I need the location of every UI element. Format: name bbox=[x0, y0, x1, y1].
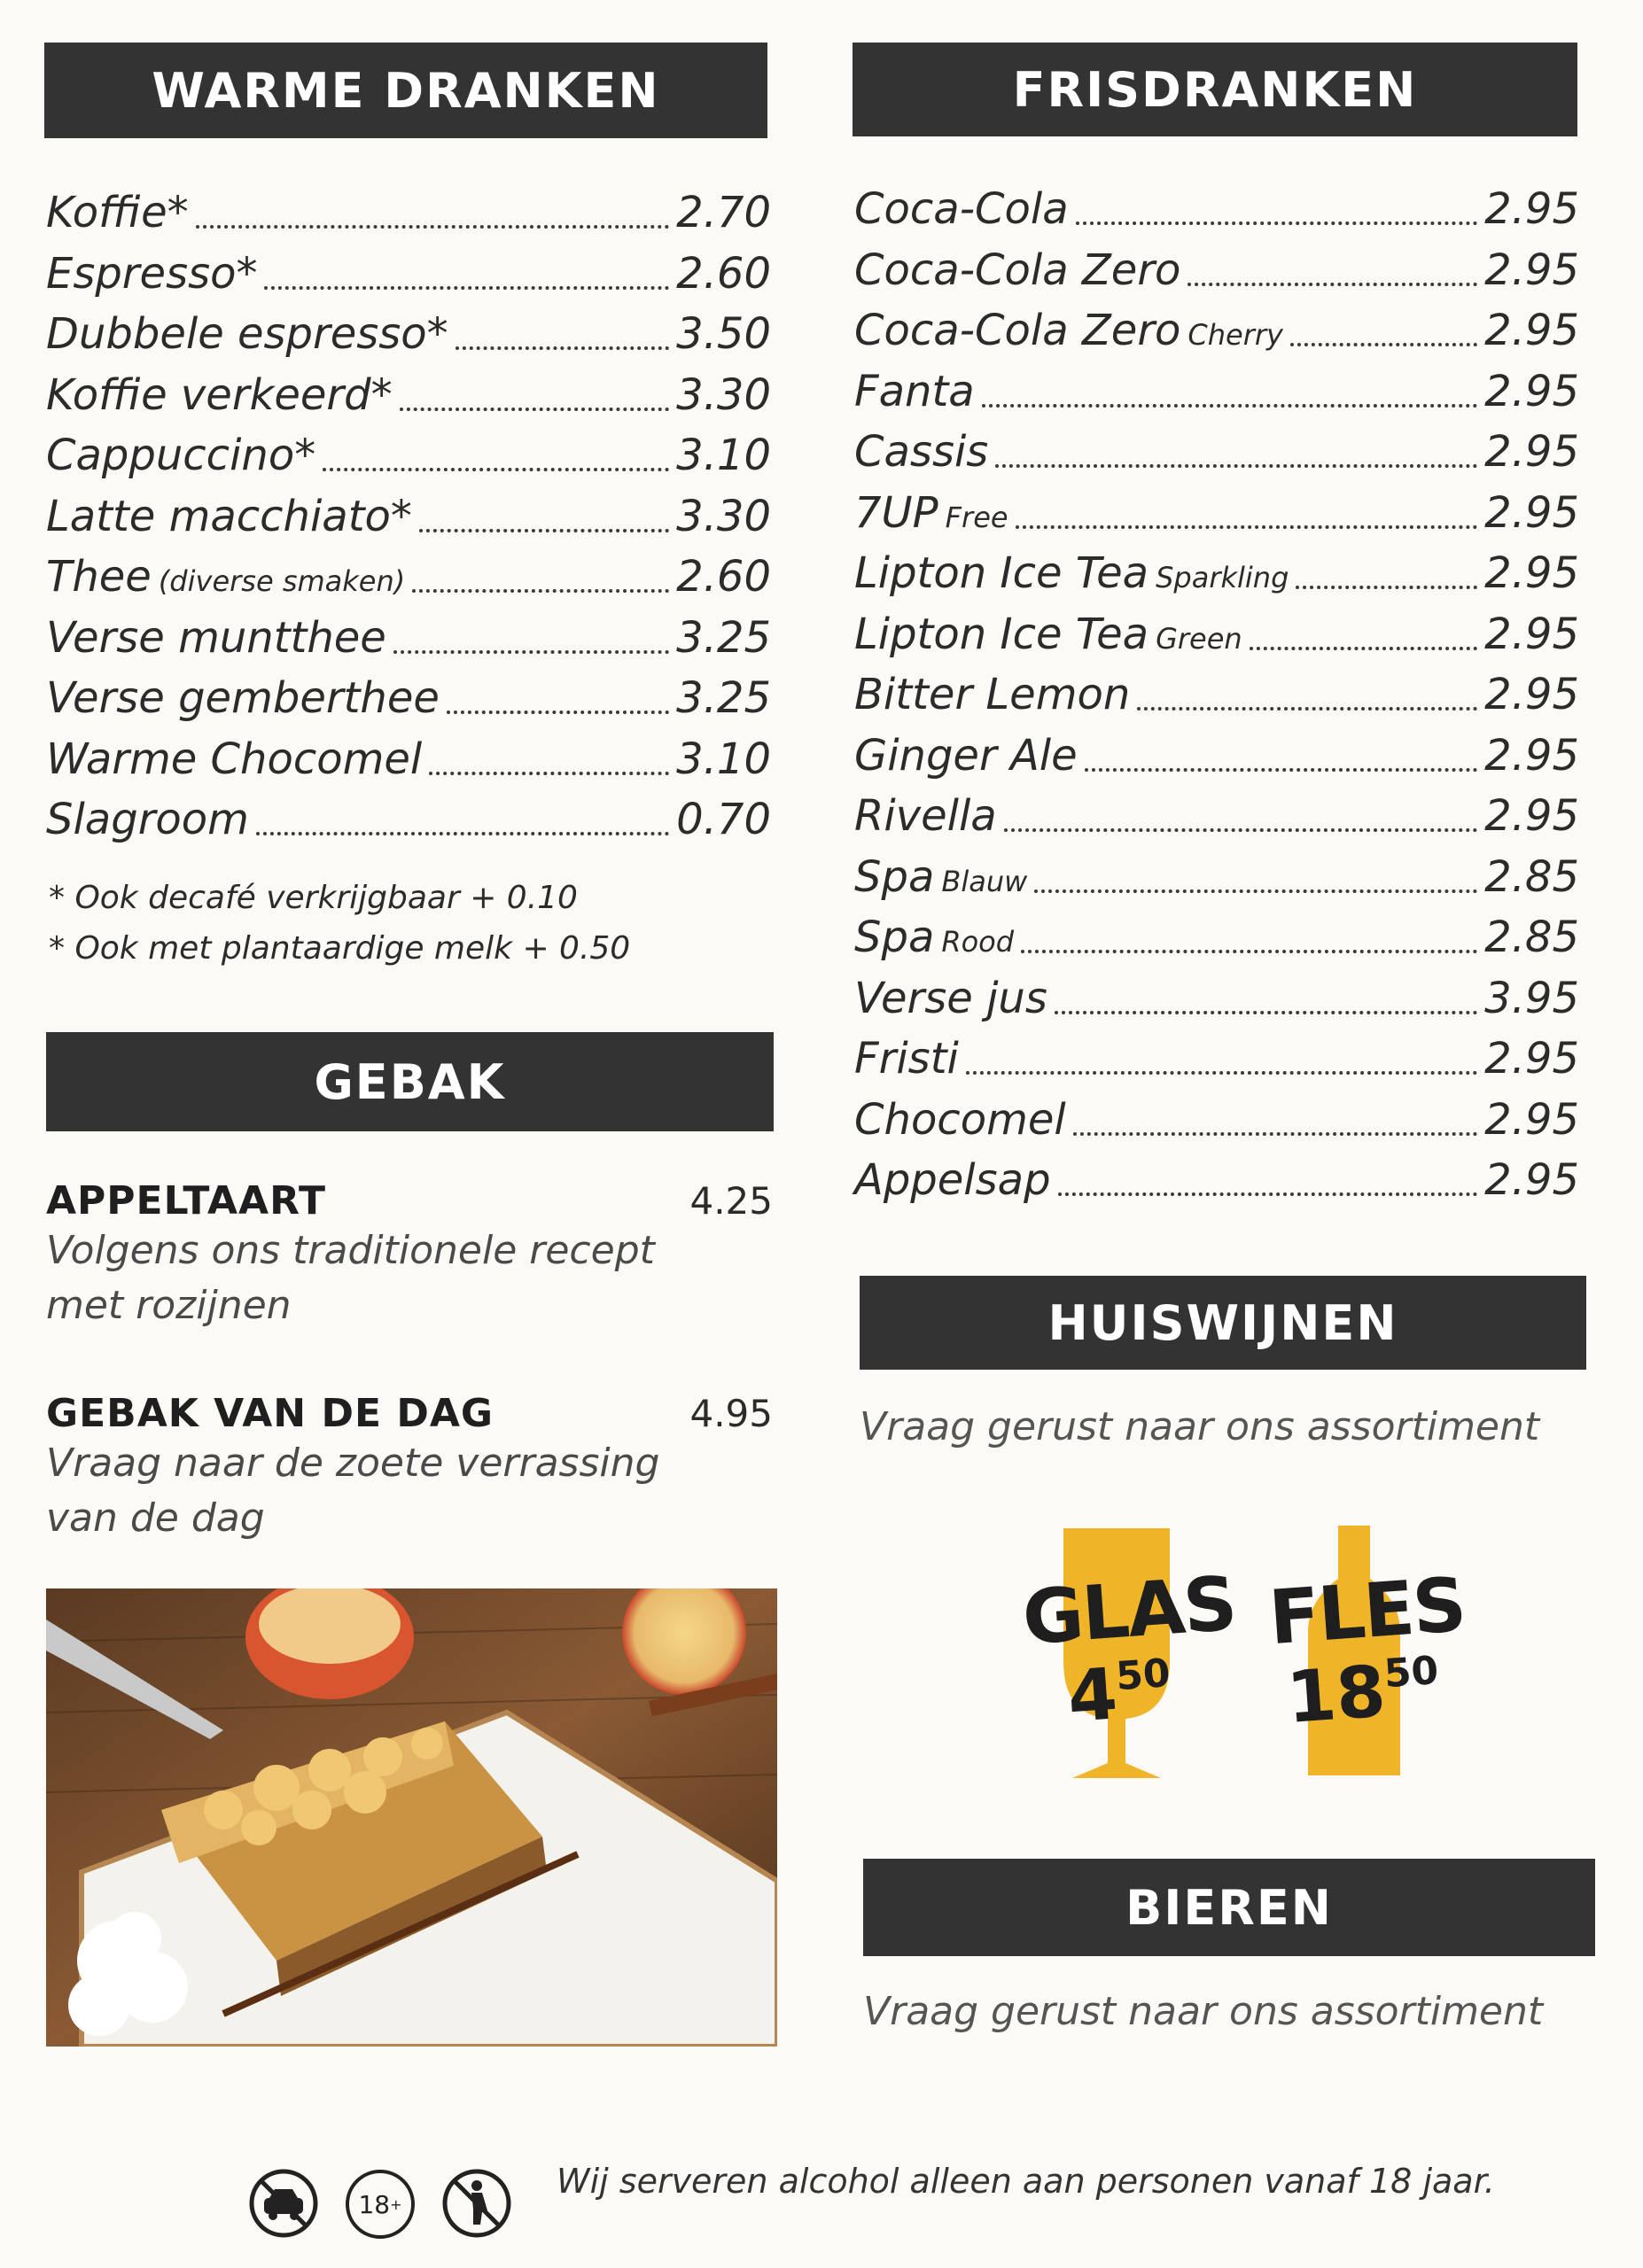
no-drink-driving-icon bbox=[248, 2168, 319, 2239]
menu-item-name-text: Verse jus bbox=[854, 973, 1047, 1023]
gebak-name: APPELTAART bbox=[46, 1178, 326, 1223]
menu-item-name-text: Coca-Cola Zero bbox=[854, 306, 1181, 355]
menu-item bbox=[854, 300, 1579, 361]
menu-item-name-text: Coca-Cola Zero bbox=[854, 245, 1181, 295]
menu-item-price: 2.85 bbox=[1484, 851, 1579, 902]
menu-item-price: 2.95 bbox=[1484, 245, 1579, 295]
menu-item-price: 2.60 bbox=[676, 552, 771, 602]
menu-item-name-text: Coca-Cola bbox=[854, 184, 1069, 234]
fles-price bbox=[1284, 1646, 1443, 1739]
menu-item-price: 0.70 bbox=[676, 795, 771, 844]
menu-item-price: 3.25 bbox=[676, 673, 771, 723]
menu-item bbox=[854, 1090, 1579, 1151]
menu-item-name bbox=[854, 726, 1078, 787]
menu-item-name bbox=[46, 486, 412, 548]
menu-item-price: 3.30 bbox=[676, 369, 771, 420]
menu-item-name bbox=[854, 786, 997, 847]
menu-item-price: 3.50 bbox=[676, 309, 771, 359]
menu-item-price: 2.95 bbox=[1484, 487, 1579, 538]
menu-item bbox=[854, 604, 1579, 665]
menu-item-price: 2.95 bbox=[1484, 730, 1579, 781]
menu-item-name-text: Chocomel bbox=[854, 1094, 1066, 1145]
no-pregnant-drinking-icon bbox=[441, 2168, 512, 2239]
menu-item bbox=[46, 244, 771, 305]
menu-item-name-text: Rivella bbox=[854, 791, 997, 841]
dot-leader bbox=[256, 832, 669, 835]
huiswijnen-header bbox=[860, 1276, 1586, 1370]
menu-item-name bbox=[46, 668, 440, 729]
menu-item-name bbox=[854, 179, 1069, 240]
menu-item-price: 3.25 bbox=[676, 612, 771, 663]
menu-item-name bbox=[854, 604, 1242, 670]
menu-item-name-text: Koffie verkeerd* bbox=[46, 369, 393, 420]
menu-item-name-text: Appelsap bbox=[854, 1155, 1051, 1205]
menu-item-name-text: Cassis bbox=[854, 427, 989, 477]
menu-item-name-text: 7UP bbox=[854, 487, 938, 538]
glas-label: GLAS bbox=[1019, 1559, 1239, 1662]
menu-item bbox=[854, 1029, 1579, 1090]
age-badge-plus: + bbox=[390, 2195, 402, 2213]
warme-dranken-list bbox=[46, 183, 771, 850]
menu-item-name bbox=[854, 968, 1047, 1029]
dot-leader bbox=[982, 404, 1477, 408]
menu-item-price: 3.95 bbox=[1484, 973, 1579, 1023]
dot-leader bbox=[1034, 889, 1477, 893]
menu-item-name bbox=[46, 425, 315, 486]
dot-leader bbox=[1021, 950, 1477, 953]
footnote-decafe: * Ook decafé verkrijgbaar + 0.10 bbox=[49, 880, 578, 916]
menu-item-name bbox=[854, 1029, 959, 1090]
menu-item-name bbox=[46, 244, 257, 305]
dot-leader bbox=[1073, 1132, 1477, 1136]
gebak-header bbox=[46, 1032, 774, 1131]
gebak-title: GEBAK bbox=[314, 1053, 506, 1110]
age-badge-number: 18 bbox=[358, 2189, 391, 2219]
bieren-note: Vraag gerust naar ons assortiment bbox=[863, 1989, 1544, 2034]
gebak-item-van-de-dag bbox=[46, 1391, 773, 1546]
menu-item bbox=[854, 968, 1579, 1029]
menu-item-name-text: Thee bbox=[46, 552, 152, 602]
dot-leader bbox=[1085, 768, 1477, 772]
menu-item bbox=[854, 907, 1579, 968]
menu-item-name-text: Cappuccino* bbox=[46, 431, 316, 480]
dot-leader bbox=[966, 1071, 1477, 1075]
dot-leader bbox=[264, 286, 669, 290]
menu-item-name-text: Koffie* bbox=[46, 188, 189, 237]
dot-leader bbox=[1290, 343, 1477, 346]
menu-item-name-text: Lipton Ice Tea bbox=[854, 548, 1149, 598]
dot-leader bbox=[995, 464, 1477, 468]
gebak-name: GEBAK VAN DE DAG bbox=[46, 1391, 494, 1436]
menu-item-name-text: Spa bbox=[854, 851, 935, 902]
menu-item bbox=[46, 304, 771, 365]
menu-item-price: 3.10 bbox=[676, 431, 771, 480]
glas-price-main: 4 bbox=[1064, 1652, 1120, 1738]
menu-item bbox=[854, 786, 1579, 847]
fles-price-cents: 50 bbox=[1382, 1648, 1440, 1697]
dot-leader bbox=[412, 589, 669, 593]
menu-item-name-text: Fristi bbox=[854, 1034, 959, 1084]
glas-price bbox=[1065, 1649, 1174, 1738]
dot-leader bbox=[1076, 221, 1477, 225]
menu-item-subtitle: (diverse smaken) bbox=[158, 564, 406, 598]
menu-item-name bbox=[854, 1090, 1066, 1151]
menu-item-name-text: Latte macchiato* bbox=[46, 491, 412, 541]
dot-leader bbox=[400, 408, 669, 411]
dot-leader bbox=[447, 711, 669, 714]
menu-item-price: 2.95 bbox=[1484, 609, 1579, 659]
menu-item-subtitle: Cherry bbox=[1187, 318, 1283, 352]
menu-item-name bbox=[46, 789, 249, 850]
menu-item-name-text: Espresso* bbox=[46, 248, 258, 299]
menu-item bbox=[854, 1150, 1579, 1211]
menu-item-name bbox=[46, 183, 189, 244]
frisdranken-header bbox=[853, 43, 1577, 136]
dot-leader bbox=[393, 650, 669, 654]
menu-item-price: 2.95 bbox=[1484, 1155, 1579, 1205]
menu-item-name bbox=[854, 543, 1289, 609]
menu-item bbox=[46, 486, 771, 548]
menu-item bbox=[46, 425, 771, 486]
menu-item-subtitle: Free bbox=[945, 500, 1008, 534]
glas-price-cents: 50 bbox=[1114, 1651, 1172, 1700]
footnote-plantaardig: * Ook met plantaardige melk + 0.50 bbox=[49, 930, 631, 967]
menu-item-price: 2.85 bbox=[1484, 913, 1579, 962]
menu-item bbox=[854, 726, 1579, 787]
menu-item-name bbox=[854, 240, 1180, 301]
menu-item bbox=[854, 664, 1579, 726]
menu-item-name bbox=[854, 907, 1014, 973]
menu-item bbox=[46, 668, 771, 729]
dot-leader bbox=[1137, 707, 1477, 711]
menu-item-name-text: Bitter Lemon bbox=[854, 670, 1131, 719]
menu-item-subtitle: Rood bbox=[941, 925, 1015, 959]
gebak-description: Volgens ons traditionele recept met rozijnen bbox=[46, 1228, 655, 1328]
menu-item-name-text: Verse gemberthee bbox=[46, 673, 440, 723]
menu-item-subtitle: Blauw bbox=[941, 864, 1028, 898]
menu-item-name-text: Slagroom bbox=[46, 795, 249, 844]
menu-item-name bbox=[854, 361, 975, 423]
menu-item-name bbox=[854, 483, 1008, 548]
menu-item-price: 2.95 bbox=[1484, 548, 1579, 598]
menu-item-name bbox=[854, 1150, 1051, 1211]
menu-item-price: 3.10 bbox=[676, 734, 771, 784]
menu-item bbox=[854, 543, 1579, 604]
fles-price-main: 18 bbox=[1283, 1650, 1389, 1739]
menu-item-name bbox=[854, 664, 1130, 726]
age-18-icon bbox=[346, 2170, 415, 2239]
menu-item-price: 2.95 bbox=[1484, 427, 1579, 477]
fles-label: FLES bbox=[1265, 1561, 1468, 1662]
menu-item bbox=[46, 608, 771, 669]
menu-item-name-text: Verse muntthee bbox=[46, 612, 386, 663]
bieren-title: BIEREN bbox=[1125, 1879, 1333, 1936]
menu-item-name-text: Lipton Ice Tea bbox=[854, 609, 1149, 659]
dot-leader bbox=[196, 225, 669, 229]
menu-item-name bbox=[46, 608, 386, 669]
gebak-price: 4.95 bbox=[689, 1392, 773, 1435]
menu-item-name bbox=[46, 547, 405, 612]
warme-dranken-title: WARME DRANKEN bbox=[152, 62, 660, 119]
menu-item-name bbox=[46, 729, 422, 790]
dot-leader bbox=[429, 772, 669, 775]
menu-item-subtitle: Green bbox=[1156, 621, 1242, 656]
menu-item-price: 2.60 bbox=[676, 248, 771, 299]
dot-leader bbox=[1296, 586, 1477, 589]
menu-item-price: 2.95 bbox=[1484, 1094, 1579, 1145]
menu-item-price: 3.30 bbox=[676, 491, 771, 541]
dot-leader bbox=[1058, 1192, 1478, 1196]
footer-alcohol-notice: Wij serveren alcohol alleen aan personen vanaf 18 jaar. bbox=[557, 2162, 1495, 2201]
frisdranken-title: FRISDRANKEN bbox=[1012, 61, 1418, 118]
menu-item bbox=[46, 183, 771, 244]
menu-item-price: 2.95 bbox=[1484, 1034, 1579, 1084]
menu-item bbox=[854, 483, 1579, 544]
menu-item-name-text: Warme Chocomel bbox=[46, 734, 423, 784]
dot-leader bbox=[456, 346, 669, 350]
dot-leader bbox=[1004, 828, 1477, 832]
dot-leader bbox=[1250, 647, 1477, 650]
frisdranken-list bbox=[854, 179, 1579, 1211]
menu-item bbox=[46, 547, 771, 608]
menu-item bbox=[854, 361, 1579, 423]
menu-item-name bbox=[854, 847, 1027, 913]
menu-item-price: 2.95 bbox=[1484, 366, 1579, 416]
menu-item-name-text: Fanta bbox=[854, 366, 975, 416]
footer-icons bbox=[248, 2168, 512, 2239]
menu-item-name-text: Spa bbox=[854, 913, 935, 962]
menu-item-name-text: Dubbele espresso* bbox=[46, 309, 448, 359]
menu-item bbox=[854, 179, 1579, 240]
menu-item bbox=[46, 789, 771, 850]
menu-item bbox=[46, 729, 771, 790]
huiswijnen-note: Vraag gerust naar ons assortiment bbox=[860, 1404, 1540, 1449]
menu-item-name-text: Ginger Ale bbox=[854, 730, 1078, 781]
menu-item bbox=[854, 422, 1579, 483]
menu-item bbox=[46, 365, 771, 426]
warme-dranken-header bbox=[44, 43, 767, 138]
menu-item bbox=[854, 847, 1579, 908]
menu-item-name bbox=[854, 300, 1283, 366]
apple-pie-photo bbox=[46, 1588, 777, 2047]
menu-item bbox=[854, 240, 1579, 301]
dot-leader bbox=[419, 529, 669, 532]
menu-item-price: 2.95 bbox=[1484, 670, 1579, 719]
menu-item-price: 2.70 bbox=[676, 188, 771, 237]
dot-leader bbox=[323, 468, 669, 471]
menu-item-name bbox=[46, 365, 393, 426]
menu-item-name bbox=[854, 422, 988, 483]
menu-item-price: 2.95 bbox=[1484, 791, 1579, 841]
dot-leader bbox=[1187, 283, 1477, 286]
huiswijnen-title: HUISWIJNEN bbox=[1047, 1294, 1398, 1351]
menu-item-price: 2.95 bbox=[1484, 306, 1579, 355]
menu-item-subtitle: Sparkling bbox=[1156, 561, 1289, 594]
menu-item-name bbox=[46, 304, 448, 365]
dot-leader bbox=[1016, 525, 1478, 529]
gebak-item-appeltaart bbox=[46, 1178, 773, 1333]
bieren-header bbox=[863, 1859, 1595, 1956]
fles-badge bbox=[1265, 1526, 1468, 1783]
gebak-description: Vraag naar de zoete verrassing van de dag bbox=[46, 1441, 660, 1541]
glas-badge bbox=[1019, 1528, 1239, 1785]
gebak-price: 4.25 bbox=[689, 1179, 773, 1223]
dot-leader bbox=[1055, 1011, 1477, 1014]
menu-item-price: 2.95 bbox=[1484, 184, 1579, 234]
